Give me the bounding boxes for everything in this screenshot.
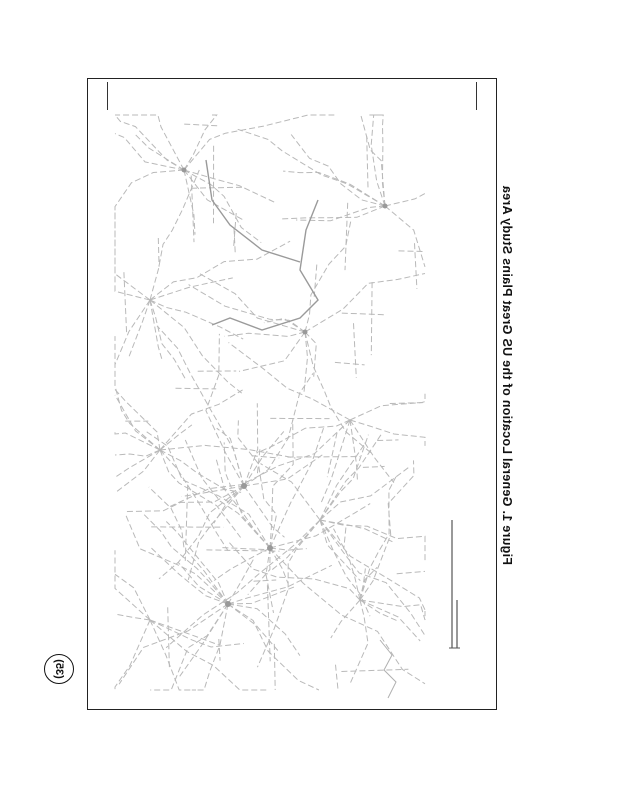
road-segment (350, 394, 425, 420)
road-segment (115, 390, 160, 451)
county-road (345, 203, 348, 270)
road-segment (115, 395, 160, 450)
county-road (397, 571, 425, 573)
county-road (335, 362, 365, 365)
road-segment (228, 565, 332, 604)
county-road (344, 528, 346, 548)
figure-caption: Figure 1. General Location of the US Great Plains Study Area (500, 185, 514, 565)
road-segment (270, 548, 307, 550)
road-segment (116, 450, 160, 492)
county-road (336, 665, 339, 690)
road-segment (228, 604, 319, 690)
scale-bar-icon (448, 520, 462, 650)
county-road (390, 403, 425, 404)
road-segment (115, 115, 184, 170)
road-segment (160, 390, 243, 450)
county-road (377, 440, 398, 441)
county-road (191, 187, 245, 188)
road-segment (320, 434, 382, 520)
road-segment (166, 520, 320, 648)
road-segment (385, 194, 425, 207)
road-segment (244, 431, 284, 486)
county-road (219, 639, 220, 661)
county-road (274, 644, 275, 690)
road-segment (115, 620, 150, 690)
road-segment (149, 487, 228, 604)
road-segment (206, 334, 244, 486)
road-segment (115, 300, 150, 365)
road-segment (160, 425, 192, 450)
county-road (158, 238, 159, 267)
road-segment (368, 115, 385, 206)
county-road (252, 456, 279, 458)
road-segment (280, 206, 386, 219)
county-road (367, 136, 368, 188)
road-segment (270, 548, 425, 684)
county-road (342, 313, 386, 315)
road-segment (296, 206, 385, 221)
page-number: (35) (44, 654, 74, 684)
road-segment (264, 319, 305, 333)
county-road (371, 282, 372, 355)
road-segment (115, 206, 150, 300)
coastline (380, 640, 396, 698)
county-road (415, 243, 417, 289)
road-segment (160, 445, 296, 458)
road-segment (350, 420, 425, 446)
road-segment (321, 420, 350, 504)
road-segment (150, 620, 244, 647)
road-segment (291, 135, 385, 207)
road-segment (320, 520, 425, 610)
road-segment (283, 171, 385, 206)
road-segment (334, 529, 361, 600)
road-segment (115, 170, 184, 207)
road-segment (261, 464, 321, 520)
road-segment (350, 420, 394, 483)
road-segment (361, 115, 385, 206)
lake-shoreline (206, 160, 318, 330)
road-segment (244, 403, 258, 486)
road-segment (320, 466, 410, 520)
road-segment (184, 170, 276, 203)
road-network (115, 115, 425, 690)
road-segment (228, 604, 278, 651)
road-segment (239, 332, 305, 371)
county-road (254, 580, 277, 581)
road-segment (270, 428, 324, 548)
road-segment (385, 206, 425, 267)
road-segment (115, 614, 150, 620)
county-road (399, 251, 426, 252)
road-segment (331, 600, 360, 638)
road-segment (150, 241, 290, 300)
road-segment (270, 504, 370, 548)
city-markers (182, 168, 388, 608)
road-segment (305, 274, 425, 333)
road-segment (150, 300, 186, 379)
road-segment (360, 600, 425, 620)
road-segment (166, 522, 228, 605)
county-road (222, 548, 271, 550)
road-segment (216, 457, 270, 548)
road-segment (305, 332, 371, 453)
county-road (168, 607, 170, 667)
road-segment (360, 477, 396, 600)
road-segment (115, 450, 160, 456)
county-road (176, 388, 217, 389)
road-segment (150, 278, 233, 300)
road-segment (125, 514, 228, 604)
road-segment (119, 604, 228, 684)
county-road (267, 585, 270, 661)
road-segment (129, 300, 150, 358)
road-segment (320, 435, 368, 520)
road-segment (184, 115, 217, 170)
road-segment (257, 520, 320, 667)
county-road (354, 323, 357, 378)
road-segment (115, 209, 150, 300)
road-segment (320, 445, 364, 520)
county-road (288, 457, 361, 458)
road-segment (115, 432, 160, 450)
road-segment (305, 221, 351, 333)
county-road (314, 265, 317, 297)
road-segment (159, 486, 244, 579)
county-road (184, 124, 218, 126)
road-segment (327, 420, 350, 477)
road-segment (115, 574, 150, 620)
road-segment (229, 542, 360, 600)
road-segment (238, 129, 385, 206)
road-segment (150, 620, 269, 690)
county-road (341, 669, 408, 671)
road-segment (320, 520, 392, 542)
road-segment (214, 548, 270, 581)
